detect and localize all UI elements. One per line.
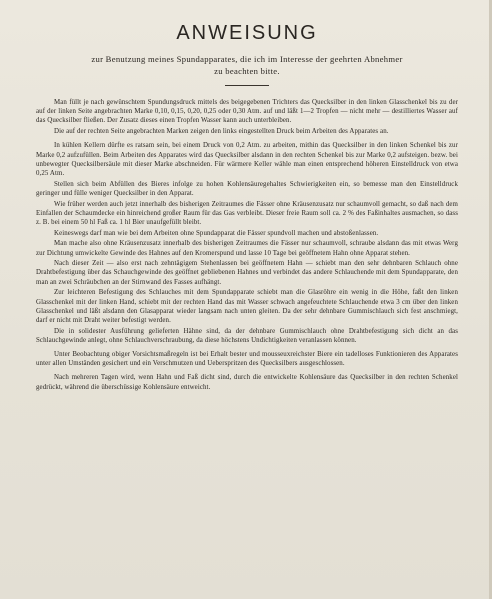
page-subtitle <box>36 53 458 77</box>
page-title: ANWEISUNG <box>176 22 318 44</box>
paragraph-taps: Die in solidester Ausführung gelieferten Hähne sind, da der dehnbare Gummischlauch ohne Drahtbefestigung sich dicht an das Schlauchgewinde anlegt, ohne Schlauchverschraubung, da diese höchstens Undichtigkeiten veranlassen können. <box>36 327 458 344</box>
subtitle-line-1: zur Benutzung meines Spundapparates, die ich im Interesse der geehrten Abnehmer <box>91 54 403 64</box>
instruction-body <box>36 98 458 392</box>
paragraph-after-ten-days: Nach dieser Zeit — also erst nach zehntägigem Stehenlassen bei geöffnetem Hahn — schiebt man den sehr dehnbaren Schlauch ohne Drahtbefestigung über das Schauchgewinde des geöffnet gebliebenen Hahnes und verbindet das andere Schlauchende mit dem Spundapparate, den man an zwei Schräubchen an der Stirnwand des Fasses aufhängt. <box>36 260 458 286</box>
title-divider <box>225 85 269 86</box>
paragraph-precautions: Unter Beobachtung obiger Vorsichtsmaßregeln ist bei Erhalt bester und mousseuxreichster Biere ein tadelloses Funktionieren des Apparates unter allen Umständen gesichert und ein Verschmutzen und Ueberspritzen des Quecksilbers ausgeschlossen. <box>36 351 458 368</box>
paragraph-marks: Die auf der rechten Seite angebrachten Marken zeigen den links eingestellten Druck beim Arbeiten des Apparates an. <box>54 128 389 136</box>
paragraph-foamfull: Man mache also ohne Kräusenzusatz innerhalb des bisherigen Zeitraumes die Fässer nur schaumvoll, schraube alsdann das mit etwas Werg zur Dichtung umwickelte Gewinde des Hahnes auf den Kromerspund und lasse 10 Tage bei geöffnetem Hahn ohne Apparat stehen. <box>36 240 458 257</box>
paragraph-attach-hose: Zur leichteren Befestigung des Schlauches mit dem Spundapparate schiebt man die Glasröhre ein wenig in die Höhe, faßt den linken Glasschenkel mit der linken Hand, schiebt mit der rechten Hand das mit Wasser schwach angefeuchtete Schlauchende etwa 3 cm über den linken Glasschenkel und läßt alsdann den Glasapparat wieder langsam nach unten gleiten. Da der sehr dehnbare Gummischlauch sich fest anschmiegt, darf er nicht mit Draht weiter befestigt werden. <box>36 289 458 324</box>
paragraph-foam: Wie früher werden auch jetzt innerhalb des bisherigen Zeitraumes die Fässer ohne Kräusenzusatz nur schaumvoll gemacht, so daß nach dem Einfallen der Schaumdecke ein hinreichend großer Raum für das Gas verbleibt. Dieser freie Raum soll ca. 2 % des Faßinhaltes ausmachen, so dass z. B. bei einem 50 hl Faß ca. 1 hl Bier unaufgefüllt bleibt. <box>36 200 458 226</box>
paragraph-after-days: Nach mehreren Tagen wird, wenn Hahn und Faß dicht sind, durch die entwickelte Kohlensäure das Quecksilber in den rechten Schenkel gedrückt, während die überschüssige Kohlensäure entweicht. <box>36 374 458 391</box>
paragraph-fill: Man füllt je nach gewünschtem Spundungsdruck mittels des beigegebenen Trichters das Quecksilber in den linken Glasschenkel bis zu der auf der linken Seite angebrachten Marke 0,10, 0,15, 0,20, 0,25 oder 0,30 Atm. auf und läßt 1—2 Tropfen — nicht mehr — destilliertes Wasser auf das Quecksilber fließen. Der Zusatz dieses einen Tropfen Wasser kann auch unterbleiben. <box>36 99 458 125</box>
subtitle-line-2: zu beachten bitte. <box>214 66 280 76</box>
paragraph-cool-cellars: In kühlen Kellern dürfte es ratsam sein, bei einem Druck von 0,2 Atm. zu arbeiten, mithin das Quecksilber in den linken Schenkel bis zur Marke 0,2 aufzufüllen. Beim Arbeiten des Apparates wird das Quecksilber alsdann in den rechten Schenkel bis zur Marke 0,2 aufsteigen. bezw. bei unbewegter Quecksilbersäule mit dieser Marke abschneiden. Für wärmere Keller wähle man einen entsprechend höheren Einstelldruck von etwa 0,25 Atm. <box>36 142 458 177</box>
paragraph-keineswegs: Keineswegs darf man wie bei dem Arbeiten ohne Spundapparat die Fässer spundvoll machen und abstoßenlassen. <box>54 229 379 237</box>
paragraph-bottling: Stellen sich beim Abfüllen des Bieres infolge zu hohen Kohlensäuregehaltes Schwierigkeiten ein, so bemesse man den Einstelldruck geringer und fülle weniger Quecksilber in den Apparat. <box>36 180 458 197</box>
